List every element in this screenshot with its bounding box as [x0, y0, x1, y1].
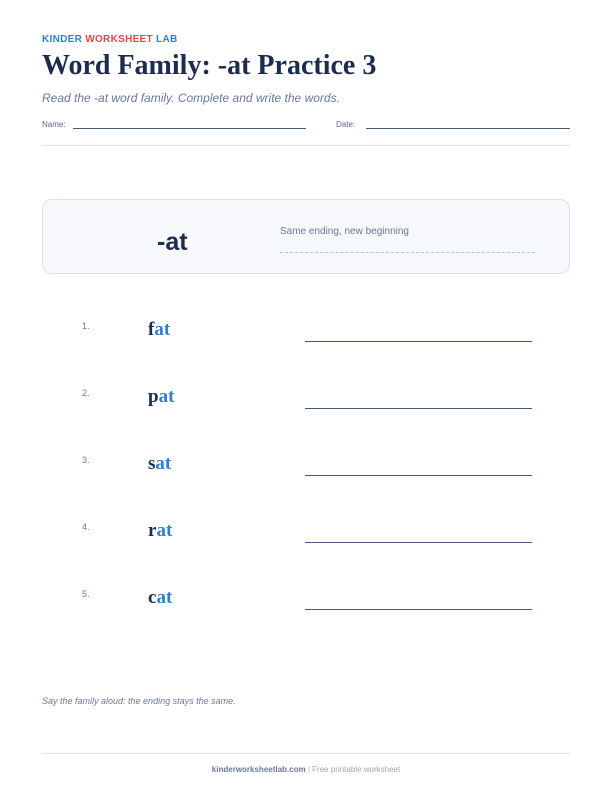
- item-number: 3.: [82, 455, 90, 465]
- word-onset: f: [148, 319, 155, 340]
- brand-lab: LAB: [156, 34, 178, 45]
- family-note: Same ending, new beginning: [280, 226, 409, 237]
- item-word: [148, 587, 172, 609]
- practice-item-3: [0, 455, 612, 495]
- date-field-line[interactable]: [366, 128, 570, 129]
- item-number: 2.: [82, 388, 90, 398]
- family-dashed-line: [280, 252, 535, 253]
- practice-item-2: [0, 388, 612, 428]
- footer: [0, 765, 612, 774]
- word-rime: at: [154, 319, 171, 340]
- name-field-line[interactable]: [73, 128, 306, 129]
- item-word: [148, 386, 174, 408]
- word-onset: s: [148, 453, 156, 474]
- word-rime: at: [155, 453, 172, 474]
- item-word: [148, 319, 170, 341]
- page-subtitle: Read the -at word family. Complete and write the words.: [42, 91, 340, 105]
- writing-line[interactable]: [305, 542, 532, 543]
- footer-tagline: Free printable worksheet: [312, 765, 401, 774]
- writing-line[interactable]: [305, 475, 532, 476]
- family-ending: -at: [157, 228, 188, 256]
- item-number: 4.: [82, 522, 90, 532]
- date-label: Date:: [336, 120, 356, 129]
- footer-site: kinderworksheetlab.com: [211, 765, 306, 774]
- item-number: 5.: [82, 589, 90, 599]
- word-rime: at: [156, 587, 173, 608]
- name-label: Name:: [42, 120, 66, 129]
- item-word: [148, 453, 171, 475]
- writing-line[interactable]: [305, 609, 532, 610]
- header-divider: [42, 145, 570, 146]
- brand-worksheet: WORKSHEET: [85, 34, 153, 45]
- word-onset: r: [148, 520, 157, 541]
- item-word: [148, 520, 172, 542]
- tip-text: Say the family aloud: the ending stays the same.: [42, 696, 236, 706]
- writing-line[interactable]: [305, 341, 532, 342]
- word-family-box: [42, 199, 570, 274]
- practice-item-1: [0, 321, 612, 361]
- footer-divider: [42, 753, 570, 754]
- word-onset: c: [148, 587, 157, 608]
- brand-logo: [42, 34, 177, 45]
- page-title: Word Family: -at Practice 3: [42, 50, 377, 81]
- writing-line[interactable]: [305, 408, 532, 409]
- footer-separator: |: [307, 765, 310, 774]
- item-number: 1.: [82, 321, 90, 331]
- practice-item-4: [0, 522, 612, 562]
- brand-kinder: KINDER: [42, 34, 83, 45]
- word-rime: at: [158, 386, 175, 407]
- word-onset: p: [148, 386, 159, 407]
- practice-item-5: [0, 589, 612, 629]
- word-rime: at: [156, 520, 173, 541]
